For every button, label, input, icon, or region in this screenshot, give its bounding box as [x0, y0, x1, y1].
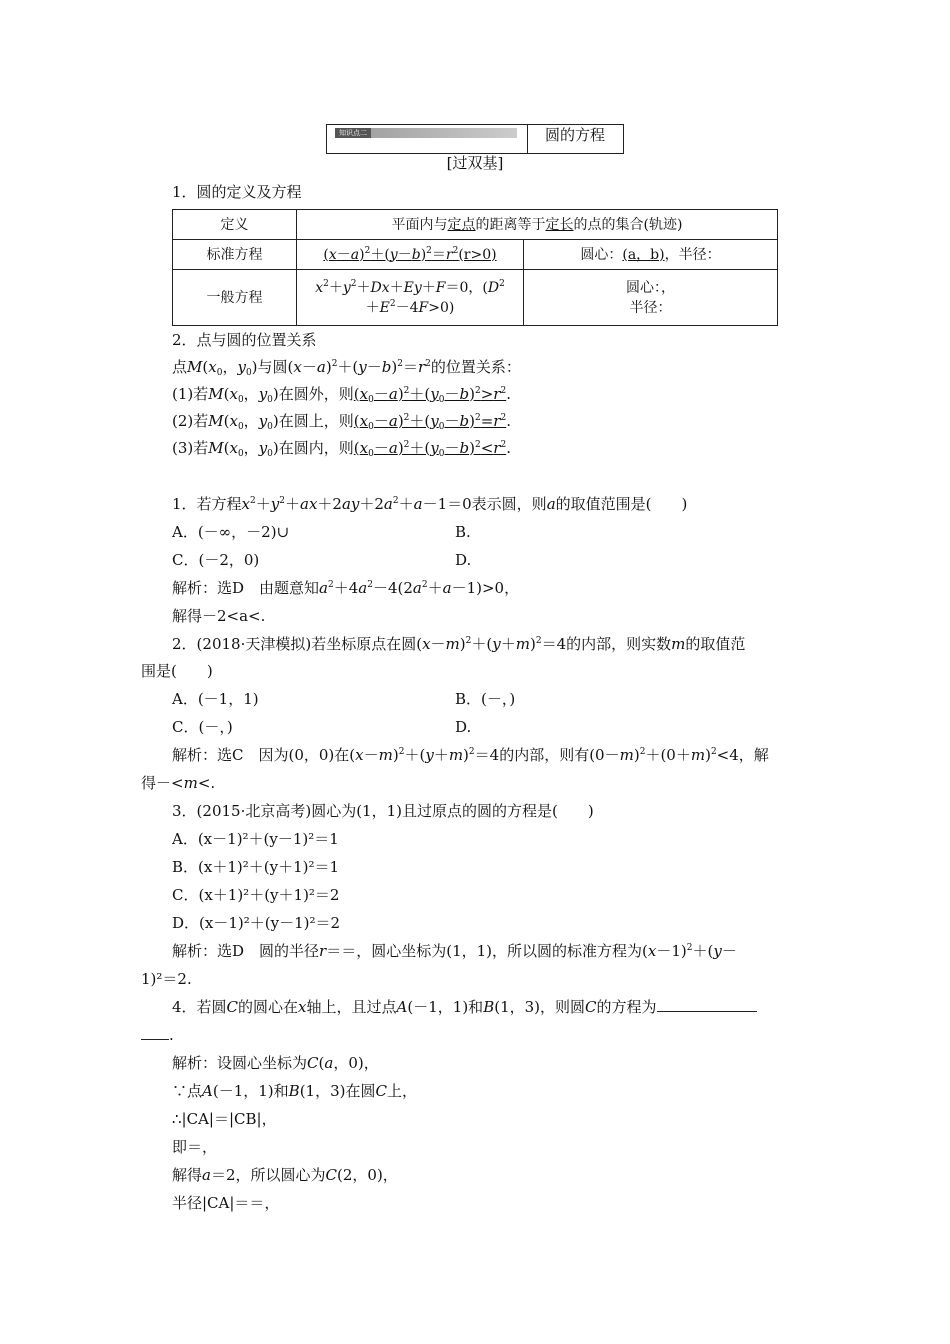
q1-stem-b: 表示圆，则: [471, 495, 547, 513]
table-row-standard: [173, 240, 778, 270]
q1-option-c: C．(－2，0): [172, 551, 260, 569]
q1-option-a: A．(－∞，－2)∪: [172, 523, 290, 541]
position-item-relation: >: [480, 385, 494, 403]
q2-stem-line2: 围是( ): [141, 662, 213, 680]
q3-solution-b: ，圆心坐标为(1，1)，所以圆的标准方程为: [356, 942, 643, 960]
circle-definition-table: [172, 209, 778, 326]
q4-solution-d: 上，: [386, 1082, 417, 1100]
q3-stem: 3．(2015·北京高考)圆心为(1，1)且过原点的圆的方程是( ): [172, 802, 594, 820]
q2-option-a: A．(－1，1): [172, 690, 259, 708]
q2-option-d: D.: [455, 718, 472, 736]
position-item-inside: (3)若$M(x_0$，$y_0$)在圆内，则$(x_0-a)^2+(y_0-b)^2<r^2$.: [172, 439, 511, 459]
q3-solution-line2: 1)²＝2.: [141, 970, 192, 988]
cell-definition-content: [297, 210, 778, 240]
q4-solution-line3: ∴|CA|＝|CB|，: [172, 1110, 277, 1128]
q2-solution-line2: 得－<m<.: [141, 774, 216, 792]
table-row-general: [173, 270, 778, 326]
cell-general-center: [524, 270, 778, 326]
position-intro: 点$M(x_0$，$y_0$)与圆$(x-a)^2+(y-b)^2=r^2$的位置关系：: [172, 358, 521, 378]
cell-standard-formula: $(x-a)^2+(y-b)^2=r^2(r>0)$: [297, 240, 524, 270]
q2-solution-b: 的内部，则有: [499, 746, 590, 764]
q4-solution-line5: 解得a＝2，所以圆心为C(2，0)，: [172, 1166, 398, 1184]
cell-standard-center: [524, 240, 778, 270]
standard-center-label: 圆心：: [580, 246, 623, 263]
q1-option-d: D.: [455, 551, 472, 569]
q1-solution-a: 解析：选D 由题意知: [172, 579, 320, 597]
q1-stem-c: 的取值范围是( ): [555, 495, 688, 513]
section-title: 圆的方程: [544, 126, 605, 144]
q4-solution-line1: 解析：设圆心坐标为C(a，0)，: [172, 1054, 379, 1072]
q4-solution-b: ∵点: [172, 1082, 203, 1100]
position-item-num: (3)若: [172, 439, 209, 457]
definition-text-c: 的距离等于: [475, 216, 546, 233]
q2-solution-c: <4，解: [716, 746, 769, 764]
cell-general-label: 一般方程: [173, 270, 297, 326]
q2-stem-a: 2．(2018·天津模拟)若坐标原点在圆: [172, 635, 417, 653]
q4-stem-b: 的圆心在: [238, 998, 299, 1016]
q3-solution-a: 解析：选D 圆的半径: [172, 942, 320, 960]
position-item-on: (2)若$M(x_0$，$y_0$)在圆上，则$(x_0-a)^2+(y_0-b)^2=r^2$.: [172, 412, 511, 432]
q4-stem-line1: 4．若圆C的圆心在x轴上，且过点A(－1，1)和B(1，3)，则圆C的方程为: [172, 997, 757, 1017]
position-item-num: (2)若: [172, 412, 209, 430]
q4-answer-blank: [657, 997, 757, 1012]
section2-heading: 2．点与圆的位置关系: [172, 331, 317, 349]
position-item-relation: =: [480, 412, 494, 430]
q4-solution-e: 解得: [172, 1166, 203, 1184]
q4-solution-line4: 即＝，: [172, 1138, 218, 1156]
q1-solution-line1: 解析：选D 由题意知$a^2+4a^2-4(2a^2+a-1)>0$，: [172, 579, 520, 597]
position-intro-suffix: 的位置关系：: [430, 358, 521, 376]
cell-standard-label: 标准方程: [173, 240, 297, 270]
definition-text-fixed-length: 定长: [545, 216, 574, 233]
q3-option-a: A．(x－1)²＋(y－1)²＝1: [172, 830, 339, 848]
q4-stem-end: .: [169, 1026, 174, 1044]
section-header-box: [326, 124, 624, 154]
q4-answer-blank-cont: [141, 1025, 169, 1040]
q4-stem-c: 轴上，且过点: [306, 998, 397, 1016]
q2-stem-c: 的取值范: [685, 635, 746, 653]
q4-stem-a: 4．若圆: [172, 998, 227, 1016]
table-row-definition: [173, 210, 778, 240]
subtitle-text: [过双基]: [446, 154, 504, 172]
q1-stem-a: 1．若方程: [172, 495, 242, 513]
cell-definition-label: 定义: [173, 210, 297, 240]
q4-solution-f: ＝2，所以圆心为: [210, 1166, 326, 1184]
section-tag-label: 知识点二: [335, 128, 371, 138]
q1-solution-line2: 解得－2<a<.: [172, 607, 266, 625]
position-item-where: 在圆内，则: [278, 439, 354, 457]
q2-option-b: B．(－，): [455, 690, 516, 708]
q4-stem-line2: [141, 1025, 174, 1045]
q4-solution-line6: 半径|CA|＝＝，: [172, 1194, 280, 1212]
position-item-outside: (1)若$M(x_0$，$y_0$)在圆外，则$(x_0-a)^2+(y_0-b)^2>r^2$.: [172, 385, 511, 405]
q2-stem-line1: 2．(2018·天津模拟)若坐标原点在圆$(x-m)^2+(y+m)^2=4$的内部，则实数m的取值范: [172, 635, 746, 653]
q3-option-b: B．(x＋1)²＋(y＋1)²＝1: [172, 858, 340, 876]
q2-solution-e: <.: [197, 774, 216, 792]
cell-general-formula: $x^2+y^2+Dx+Ey+F=0$，($D^2$ $+E^2-4F>0$): [297, 270, 524, 326]
q1-stem: 1．若方程$x^2+y^2+ax+2ay+2a^2+a-1=0$表示圆，则a的取值范围是( ): [172, 495, 688, 513]
q2-stem-b: 的内部，则实数: [566, 635, 672, 653]
definition-text-e: 的点的集合(轨迹): [573, 216, 683, 233]
q3-solution-line1: 解析：选D 圆的半径r＝＝，圆心坐标为(1，1)，所以圆的标准方程为$(x-1)^2+(y-$: [172, 942, 737, 960]
section-subtitle: [0, 152, 950, 174]
section-tag-banner: [335, 128, 517, 138]
q3-option-d: D．(x－1)²＋(y－1)²＝2: [172, 914, 341, 932]
position-intro-prefix: 点: [172, 358, 188, 376]
general-radius-label: 半径：: [629, 299, 672, 316]
general-center-label: 圆心：，: [626, 279, 675, 296]
standard-formula-condition: (r>0): [458, 246, 497, 263]
q4-stem-d: 和: [468, 998, 484, 1016]
q4-stem-f: 的方程为: [596, 998, 657, 1016]
position-item-where: 在圆上，则: [278, 412, 354, 430]
position-item-num: (1)若: [172, 385, 209, 403]
section-tag-area: [327, 125, 528, 153]
q1-option-b: B.: [455, 523, 471, 541]
q4-solution-line2: ∵点A(－1，1)和B(1，3)在圆C上，: [172, 1082, 417, 1100]
definition-text-a: 平面内与: [391, 216, 448, 233]
q3-option-c: C．(x＋1)²＋(y＋1)²＝2: [172, 886, 340, 904]
standard-radius-label: ，半径：: [664, 246, 721, 263]
q4-solution-a: 解析：设圆心坐标为: [172, 1054, 308, 1072]
q2-solution-line1: 解析：选C 因为(0，0)在$(x-m)^2+(y+m)^2=4$的内部，则有$(0-m)^2+(0+m)^2<4$，解: [172, 746, 769, 764]
q4-stem-e: ，则圆: [540, 998, 586, 1016]
q1-solution-b: >0，: [481, 579, 520, 597]
position-item-where: 在圆外，则: [278, 385, 354, 403]
q4-solution-c: 在圆: [345, 1082, 376, 1100]
q2-option-c: C．(－，): [172, 718, 233, 736]
q2-solution-d: 得－<: [141, 774, 184, 792]
q2-solution-a: 解析：选C 因为(0，0)在: [172, 746, 350, 764]
position-item-relation: <: [480, 439, 494, 457]
definition-text-fixed-point: 定点: [447, 216, 476, 233]
standard-center-value: (a，b): [622, 246, 665, 263]
section1-heading: 1．圆的定义及方程: [172, 183, 302, 201]
